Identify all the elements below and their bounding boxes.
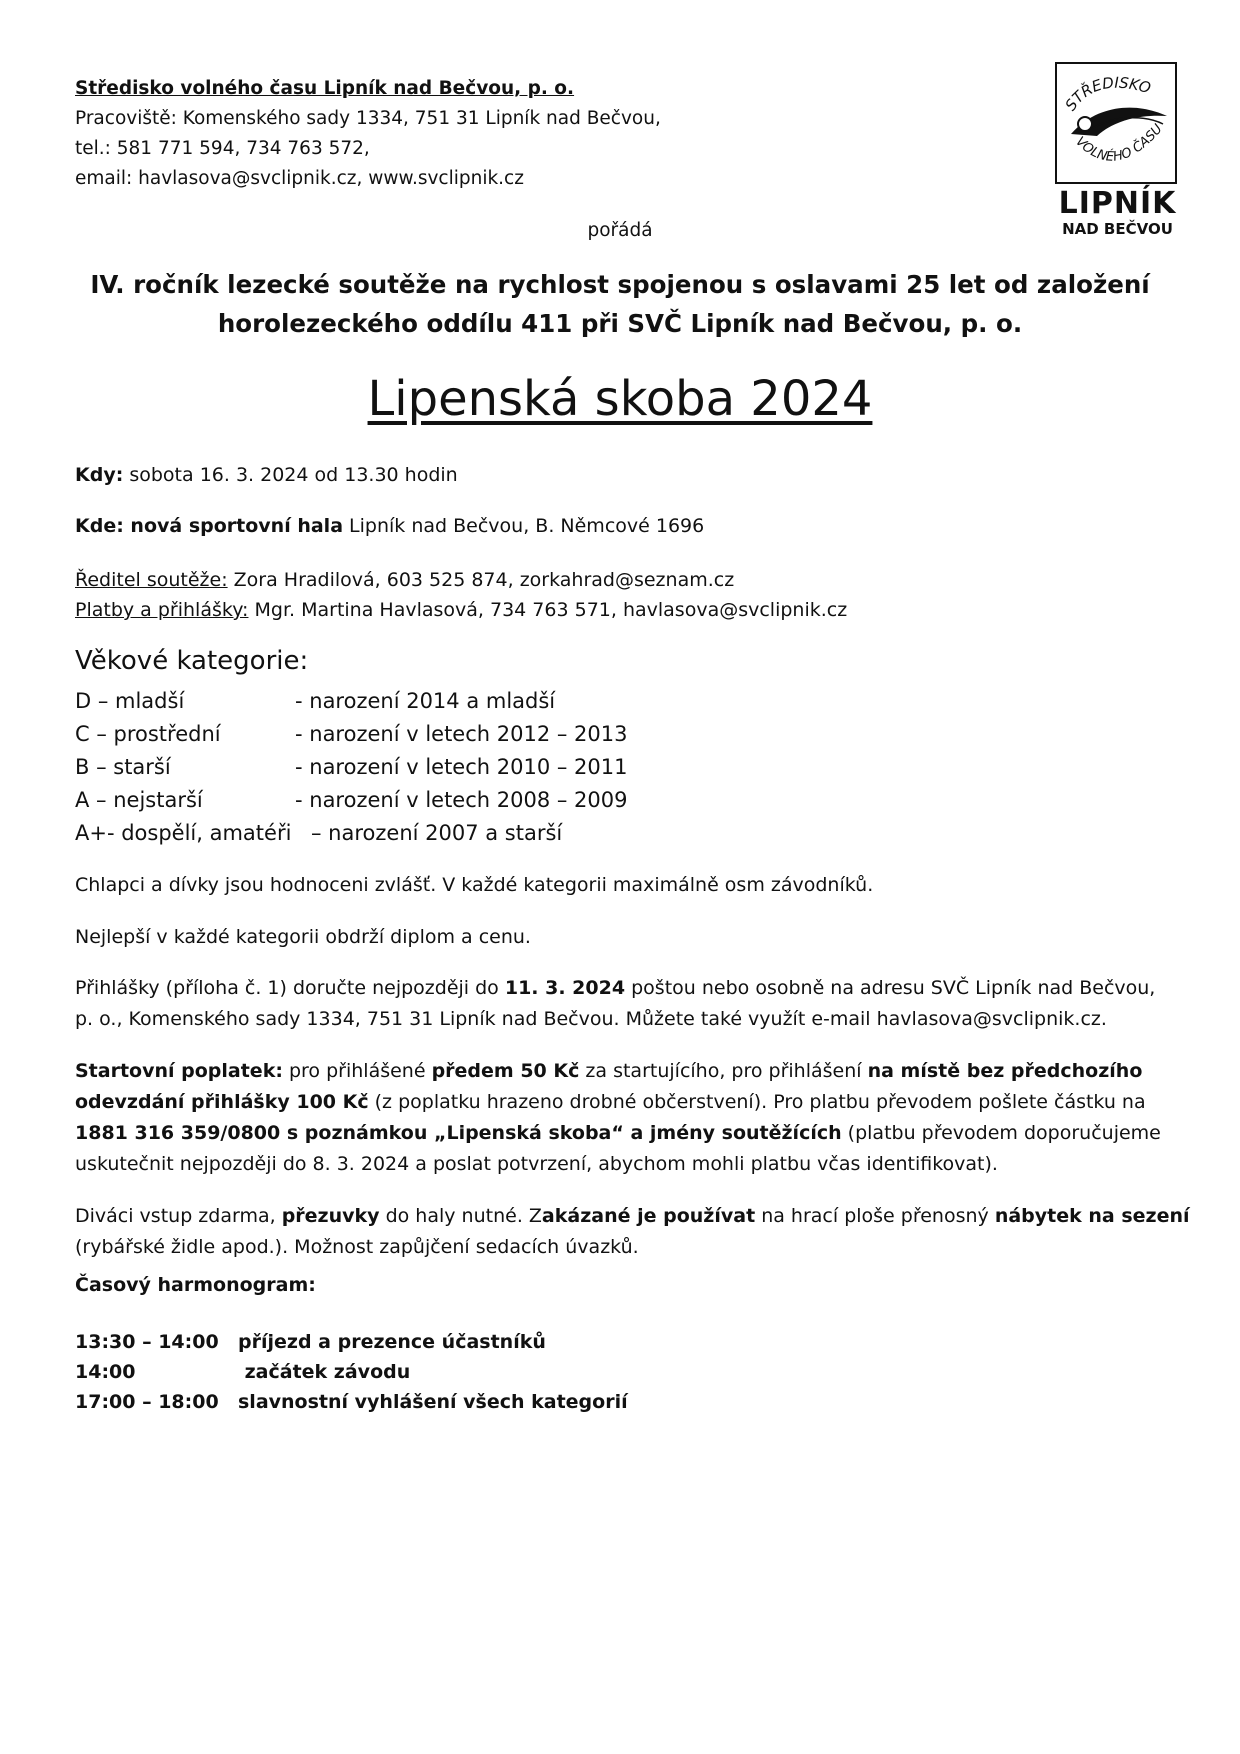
logo-bottom-text: VOLNÉHO ČASU [1072, 121, 1166, 165]
category-range: - narození v letech 2012 – 2013 [295, 722, 628, 746]
fee-account: 1881 316 359/0800 s poznámkou „Lipenská skoba“ a jmény soutěžících [75, 1122, 842, 1144]
svg-text:STŘEDISKO [1062, 74, 1153, 114]
fee-line-3 [75, 1118, 1175, 1149]
spectators-forbidden: akázané je používat [541, 1205, 756, 1227]
spectators-text: do haly nutné. Z [379, 1205, 542, 1227]
spectators-text: Diváci vstup zdarma, [75, 1205, 282, 1227]
director-value: Zora Hradilová, 603 525 874, zorkahrad@seznam.cz [227, 569, 735, 591]
fee-onsite: na místě bez předchozího [867, 1060, 1143, 1082]
spectators-line-2: (rybářské židle apod.). Možnost zapůjčení sedacích úvazků. [75, 1236, 639, 1258]
when-value: sobota 16. 3. 2024 od 13.30 hodin [123, 464, 458, 486]
category-range: – narození 2007 a starší [311, 821, 563, 845]
event-title-text: Lipenská skoba 2024 [367, 371, 873, 427]
evaluation-rule: Chlapci a dívky jsou hodnoceni zvlášť. V každé kategorii maximálně osm závodníků. [75, 874, 874, 896]
headline-line-1: IV. ročník lezecké soutěže na rychlost spojenou s oslavami 25 let od založení [90, 270, 1150, 299]
category-row [75, 784, 628, 817]
spectators-slippers: přezuvky [281, 1205, 380, 1227]
fee-line-1 [75, 1056, 1175, 1087]
spectators-line-1 [75, 1201, 1190, 1232]
category-name: B – starší [75, 755, 171, 779]
organization-address: Pracoviště: Komenského sady 1334, 751 31 Lipník nad Bečvou, [75, 108, 661, 129]
category-name: A+- dospělí, amatéři [75, 821, 292, 845]
categories-heading: Věkové kategorie: [75, 646, 309, 676]
category-name: C – prostřední [75, 722, 221, 746]
schedule-row [75, 1357, 410, 1387]
fee-advance: předem 50 Kč [431, 1060, 580, 1082]
category-name: A – nejstarší [75, 788, 203, 812]
fee-text: (platbu převodem doporučujeme [841, 1122, 1161, 1144]
fee-line-2 [75, 1087, 1175, 1118]
when-label: Kdy: [75, 464, 124, 486]
prizes-rule: Nejlepší v každé kategorii obdrží diplom a cenu. [75, 926, 531, 948]
category-row [75, 685, 555, 718]
fee-line-4: uskutečnit nejpozději do 8. 3. 2024 a poslat potvrzení, abychom mohli platbu včas identifikovat). [75, 1153, 998, 1175]
event-where [75, 511, 704, 541]
payments-label: Platby a přihlášky: [75, 599, 249, 621]
registration-line-2: p. o., Komenského sady 1334, 751 31 Lipník nad Bečvou. Můžete také využít e-mail havlasova@svclipnik.cz. [75, 1008, 1107, 1030]
category-row [75, 817, 562, 850]
logo-title: LIPNÍK [1058, 186, 1177, 221]
registration-text: Přihlášky (příloha č. 1) doručte nejpozději do [75, 977, 505, 999]
svc-logo [1055, 62, 1180, 238]
schedule-row [75, 1387, 628, 1417]
category-row [75, 751, 628, 784]
schedule-time: 17:00 – 18:00 [75, 1391, 219, 1413]
organization-contact: email: havlasova@svclipnik.cz, www.svclipnik.cz [75, 168, 524, 189]
category-row [75, 718, 628, 751]
schedule-heading: Časový harmonogram: [75, 1274, 316, 1296]
schedule-time: 14:00 [75, 1361, 136, 1383]
organization-name: Středisko volného času Lipník nad Bečvou, p. o. [75, 78, 575, 99]
schedule-activity: slavnostní vyhlášení všech kategorií [238, 1391, 628, 1413]
where-label: Kde: nová sportovní hala [75, 515, 344, 537]
registration-text: poštou nebo osobně na adresu SVČ Lipník nad Bečvou, [625, 977, 1156, 999]
event-when [75, 460, 458, 490]
event-title [0, 368, 1240, 430]
schedule-row [75, 1327, 546, 1357]
fee-text: pro přihlášené [282, 1060, 432, 1082]
category-range: - narození v letech 2010 – 2011 [295, 755, 628, 779]
registration-line-1 [75, 973, 1175, 1004]
schedule-activity: příjezd a prezence účastníků [238, 1331, 546, 1353]
headline-line-2: horolezeckého oddílu 411 při SVČ Lipník nad Bečvou, p. o. [217, 309, 1023, 338]
logo-top-text: STŘEDISKO [1061, 73, 1153, 115]
organization-phone: tel.: 581 771 594, 734 763 572, [75, 138, 370, 159]
fee-label: Startovní poplatek: [75, 1060, 283, 1082]
spectators-furniture: nábytek na sezení [994, 1205, 1190, 1227]
category-name: D – mladší [75, 689, 185, 713]
category-range: - narození 2014 a mladší [295, 689, 556, 713]
where-value: Lipník nad Bečvou, B. Němcové 1696 [343, 515, 705, 537]
logo-emblem [1055, 62, 1177, 184]
organizes-text: pořádá [587, 220, 653, 241]
logo-subtitle: NAD BEČVOU [1062, 220, 1173, 238]
logo-graphic [1057, 64, 1175, 182]
fee-text: za startujícího, pro přihlášení [579, 1060, 868, 1082]
category-range: - narození v letech 2008 – 2009 [295, 788, 628, 812]
director-label: Ředitel soutěže: [75, 569, 228, 591]
spectators-text: na hrací ploše přenosný [755, 1205, 995, 1227]
schedule-time: 13:30 – 14:00 [75, 1331, 219, 1353]
competition-director [75, 565, 734, 595]
payments-value: Mgr. Martina Havlasová, 734 763 571, havlasova@svclipnik.cz [248, 599, 848, 621]
fee-onsite-amount: odevzdání přihlášky 100 Kč [75, 1091, 369, 1113]
registration-deadline: 11. 3. 2024 [504, 977, 626, 999]
schedule-activity: začátek závodu [238, 1361, 411, 1383]
payments-contact [75, 595, 847, 625]
fee-text: (z poplatku hrazeno drobné občerstvení). Pro platbu převodem pošlete částku na [368, 1091, 1146, 1113]
